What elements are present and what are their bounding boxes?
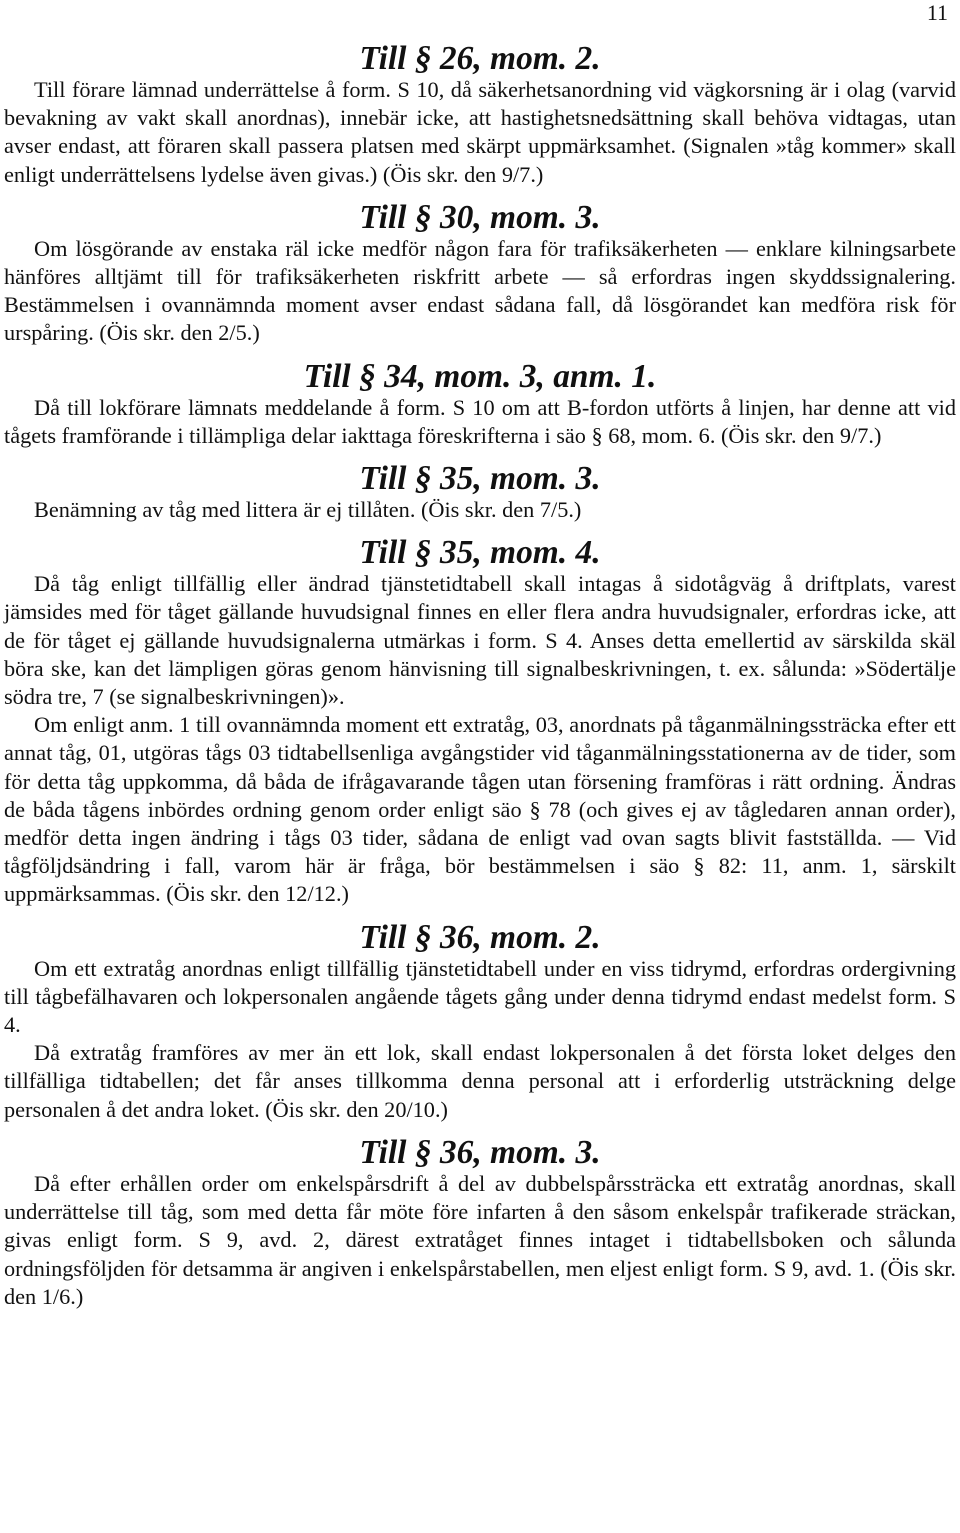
section-heading: Till § 36, mom. 2.: [359, 918, 601, 956]
page-number: 11: [926, 0, 948, 25]
section-paragraph: Om ett extratåg anordnas enligt tillfällig tjänstetidtabell under en viss tidrymd, erfordras ordergivning till tågbefälhavaren och lokpersonalen angående tågets gång under denna tidrymd endast medelst form. S 4.: [4, 955, 956, 1038]
section-paragraph: Då till lokförare lämnats meddelande å form. S 10 om att B-fordon utförts å linjen, har denne att vid tågets framförande i tillämpliga delar iakttaga föreskrifterna i säo § 68, mom. 6. (Öis skr. den 9/7.): [4, 394, 956, 448]
section-26-2: [4, 0, 956, 189]
section-30-3: [4, 197, 956, 348]
section-paragraph: Benämning av tåg med littera är ej tillåten. (Öis skr. den 7/5.): [34, 497, 582, 523]
section-heading: Till § 34, mom. 3, anm. 1.: [303, 357, 657, 395]
section-heading: Till § 35, mom. 3.: [359, 460, 601, 498]
section-paragraph: Om lösgörande av enstaka räl icke medför någon fara för trafiksäkerheten — enklare kilningsarbete hänföres alltjämt till för trafiksäkerheten riskfritt arbete — så erfordras ingen skyddssignalering. Bestämmelsen i ovannämnda moment avser endast sådana fall, då lösgörandet kan medföra risk för urspåring. (Öis skr. den 2/5.): [4, 235, 956, 346]
section-paragraph: Då tåg enligt tillfällig eller ändrad tjänstetidtabell skall intagas å sidotågväg å driftplats, varest jämsides med för tåget gällande huvudsignal finnes en eller flera andra huvudsignaler, erfordras icke, att de för tåget ej gällande huvudsignalerna utmärkas i form. S 4. Anses detta emellertid av särskilda skäl böra ske, kan det lämpligen göras genom hänvisning till signalbeskrivningen, t. ex. sålunda: »Södertälje södra tre, 7 (se signalbeskrivningen)».: [4, 571, 956, 710]
section-heading: Till § 36, mom. 3.: [359, 1133, 601, 1171]
section-35-3: [4, 458, 956, 524]
section-36-3: [4, 1132, 956, 1311]
section-35-4: [4, 532, 956, 908]
section-paragraph: Till förare lämnad underrättelse å form. S 10, då säkerhetsanordning vid vägkorsning är i olag (varvid bevakning av vakt skall anordnas), innebär icke, att hastighetsnedsättning skall behöva vidtagas, utan avser endast, att föraren skall passera platsen med skärpt uppmärksamhet. (Signalen »tåg kommer» skall enligt underrättelsens lydelse även givas.) (Öis skr. den 9/7.): [4, 77, 956, 187]
section-36-2: [4, 917, 956, 1124]
section-heading: Till § 30, mom. 3.: [359, 198, 601, 236]
section-heading: Till § 35, mom. 4.: [359, 534, 601, 572]
section-heading: Till § 26, mom. 2.: [359, 40, 601, 77]
section-paragraph: Då efter erhållen order om enkelspårsdrift å del av dubbelspårssträcka ett extratåg anordnas, skall underrättelse till tåg, som med detta får möte före infarten å den såsom enkelspår trafikerade sträckan, givas enligt form. S 9, avd. 2, därest extratåget finnes intaget i tidtabellsboken och sålunda ordningsföljden för detsamma är angiven i enkelspårstabellen, men eljest enligt form. S 9, avd. 1. (Öis skr. den 1/6.): [4, 1170, 956, 1309]
section-paragraph: Om enligt anm. 1 till ovannämnda moment ett extratåg, 03, anordnats på tåganmälningssträcka efter ett annat tåg, 01, utgöras tågs 03 tidtabellsenliga avgångstider vid tåganmälningsstationerna av de tider, som för detta tåg uppkomma, då båda de ifrågavarande tågen utan försening framföras i rätt ordning. Ändras de båda tågens inbördes ordning genom order enligt säo § 78 (och gives ej av tågledaren annan order), medför detta ingen ändring i tågs 03 tider, sådana de enligt vad ovan sagts blivit fastställda. — Vid tågföljdsändring i fall, varom här är fråga, bör bestämmelsen i säo § 82: 11, anm. 1, särskilt uppmärksammas. (Öis skr. den 12/12.): [4, 712, 956, 907]
section-34-3-anm-1: [4, 356, 956, 450]
section-paragraph: Då extratåg framföres av mer än ett lok, skall endast lokpersonalen å det första loket delges den tillfälliga tidtabellen; det får anses tillkomma denna personal att i erforderlig utsträckning delge personalen å det andra loket. (Öis skr. den 20/10.): [4, 1040, 956, 1122]
